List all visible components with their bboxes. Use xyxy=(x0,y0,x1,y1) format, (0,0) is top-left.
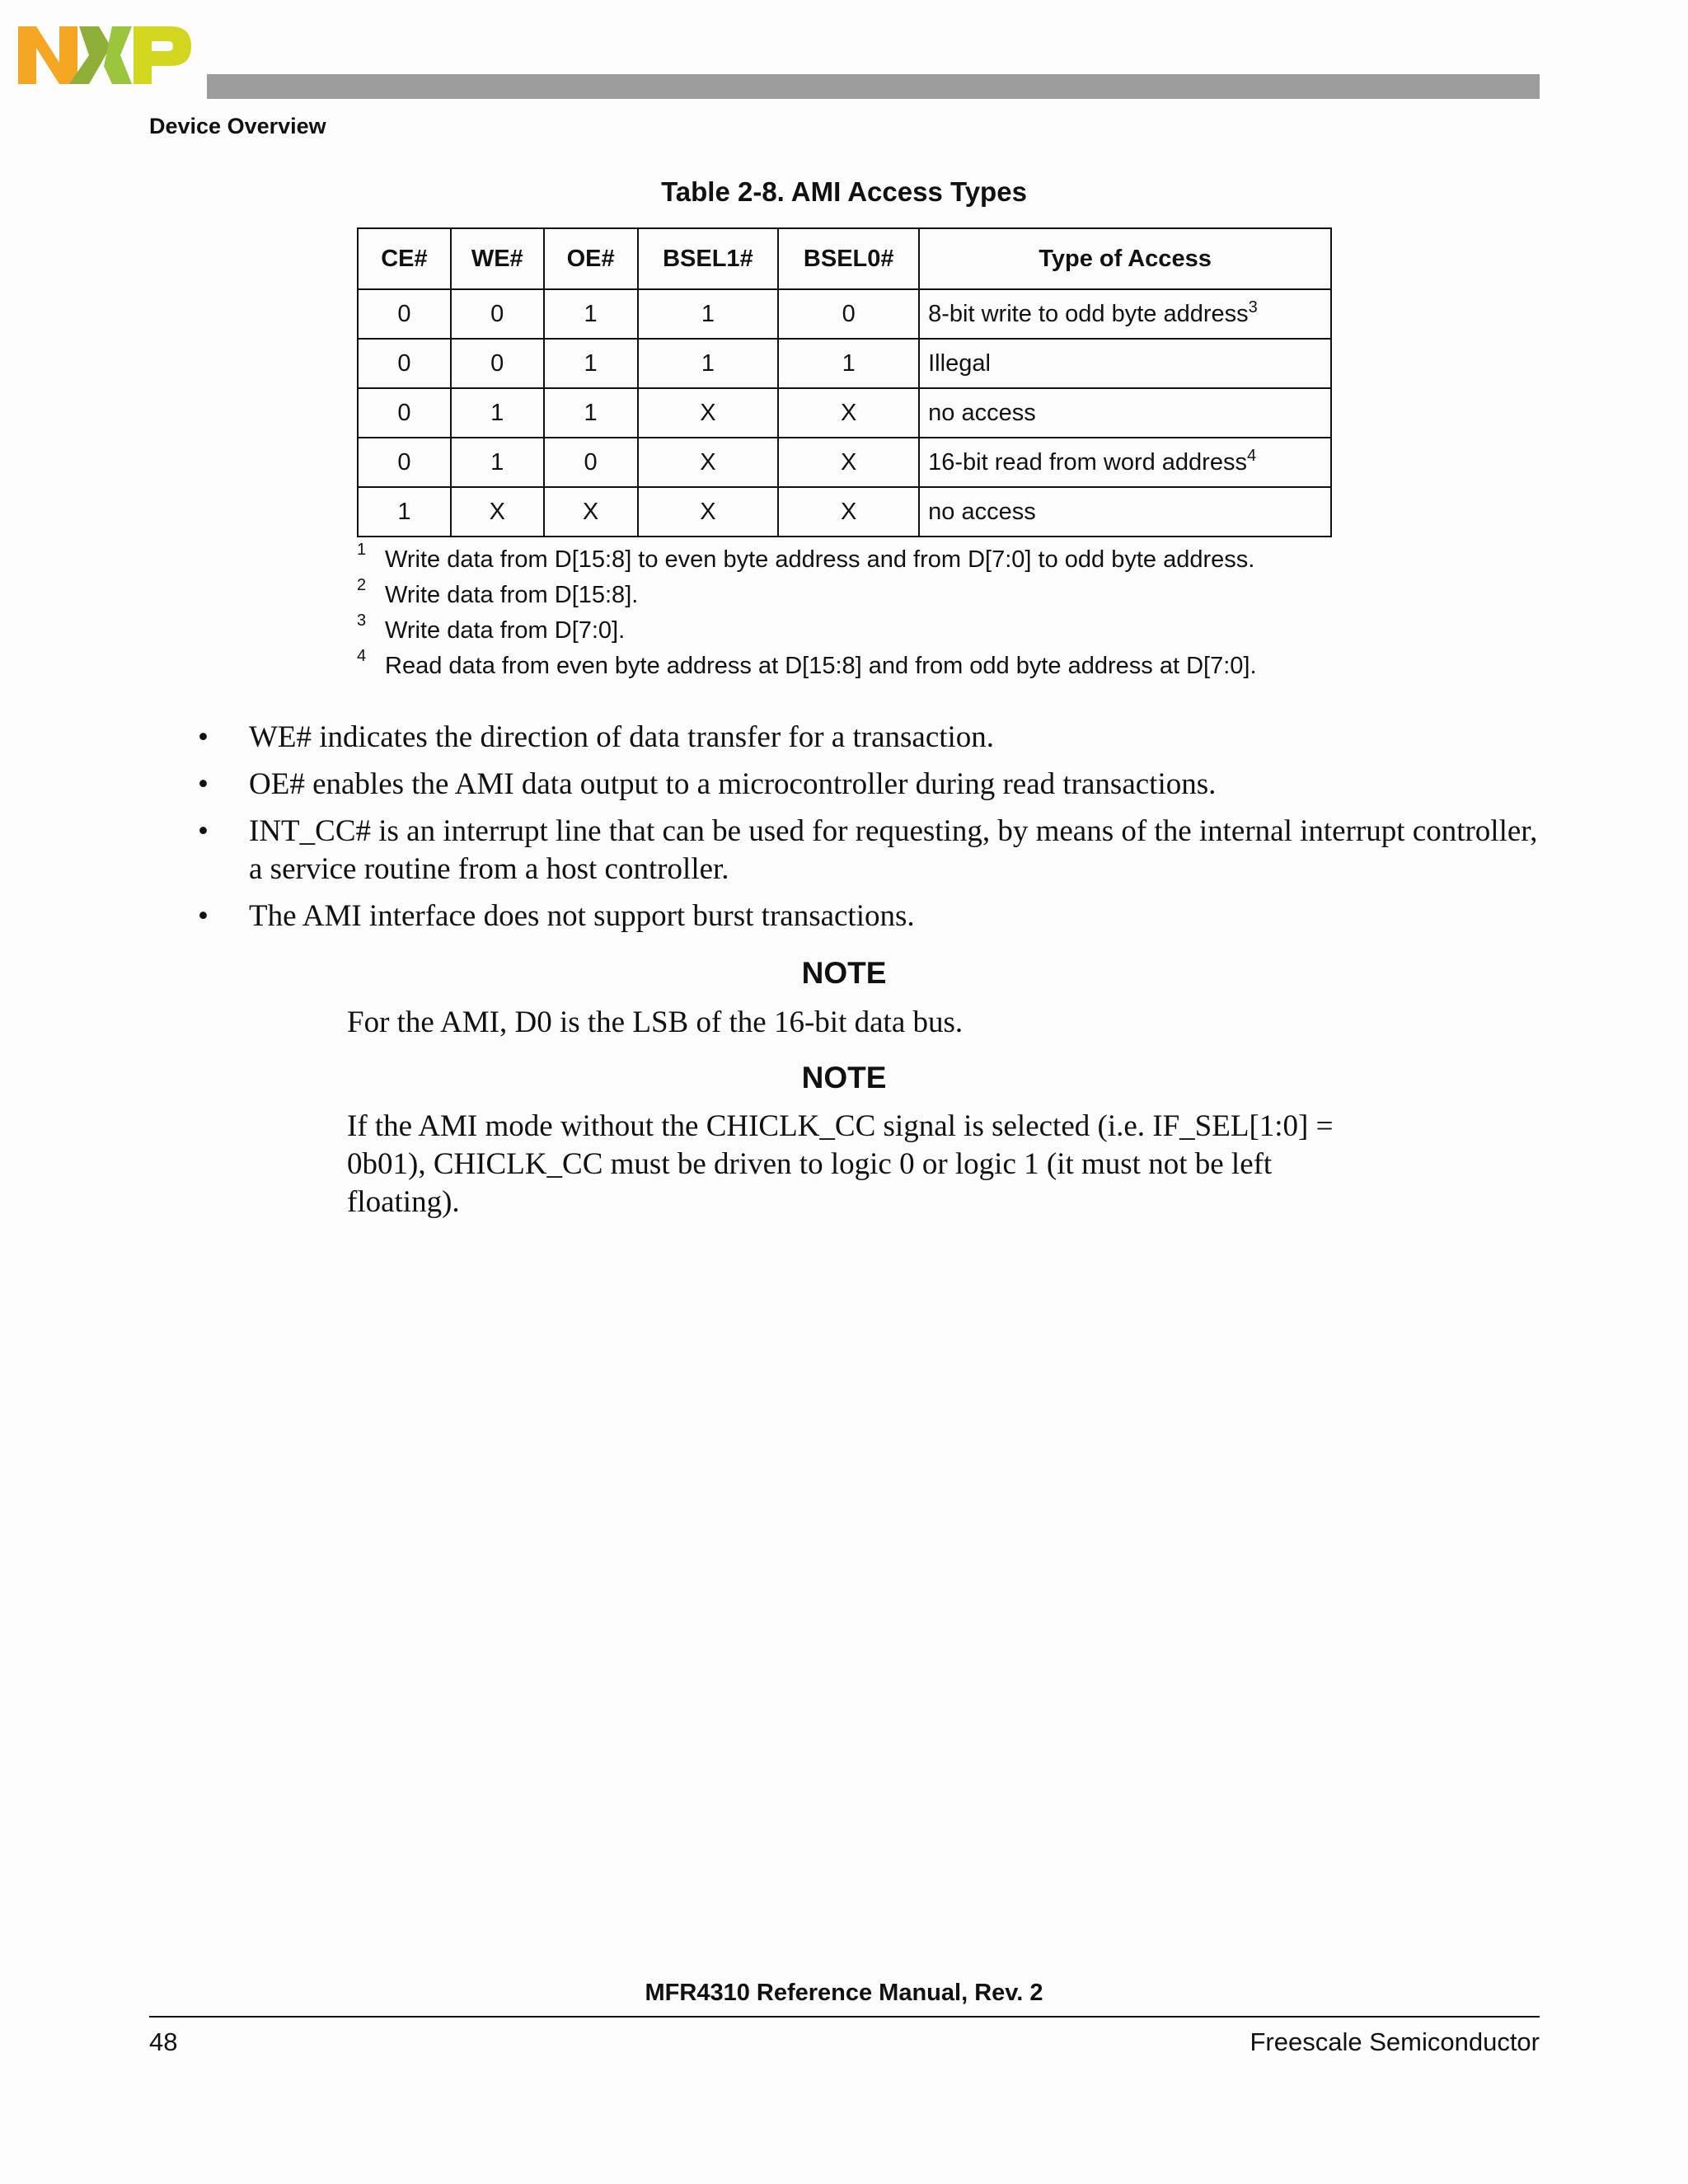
cell-ce: 0 xyxy=(358,289,451,339)
type-text: 8-bit write to odd byte address xyxy=(928,300,1249,327)
table-row xyxy=(358,388,1331,438)
footer-title: MFR4310 Reference Manual, Rev. 2 xyxy=(645,1980,1043,2006)
table-caption: Table 2-8. AMI Access Types xyxy=(661,176,1027,207)
page-number: 48 xyxy=(149,2027,178,2056)
table-row xyxy=(358,438,1331,487)
cell-ce: 1 xyxy=(358,487,451,537)
footnote-number: 3 xyxy=(357,612,367,630)
cell-type xyxy=(919,339,1331,388)
cell-bsel0: X xyxy=(778,487,919,537)
company-name: Freescale Semiconductor xyxy=(1250,2027,1540,2056)
cell-bsel1: 1 xyxy=(638,339,779,388)
table-row xyxy=(358,339,1331,388)
bullet-text: The AMI interface does not support burst transactions. xyxy=(249,899,915,933)
cell-bsel1: X xyxy=(638,487,779,537)
footnote xyxy=(357,540,1257,575)
logo-x-right-shape xyxy=(104,26,132,84)
cell-type xyxy=(919,289,1331,339)
header-ce: CE# xyxy=(358,228,451,289)
table-footnotes xyxy=(357,540,1257,682)
cell-ce: 0 xyxy=(358,438,451,487)
cell-we: X xyxy=(451,487,544,537)
header-bsel0: BSEL0# xyxy=(778,228,919,289)
footnote xyxy=(357,575,1257,611)
table-row xyxy=(358,289,1331,339)
cell-ce: 0 xyxy=(358,388,451,438)
cell-oe: 1 xyxy=(544,339,638,388)
bullet-mark: • xyxy=(198,720,209,754)
footer-divider xyxy=(149,2016,1540,2018)
access-types-table xyxy=(357,227,1332,537)
section-title: Device Overview xyxy=(149,114,326,138)
bullet-mark: • xyxy=(198,767,209,801)
type-text: Illegal xyxy=(928,349,991,377)
bullet-text: INT_CC# is an interrupt line that can be used for requesting, by means of the internal interrupt controller, a service routine from a host controller. xyxy=(249,814,1538,886)
bullet-list xyxy=(198,719,1550,944)
header-oe: OE# xyxy=(544,228,638,289)
list-item xyxy=(198,813,1550,888)
cell-oe: 1 xyxy=(544,388,638,438)
cell-bsel1: 1 xyxy=(638,289,779,339)
table-row xyxy=(358,487,1331,537)
footnote-number: 1 xyxy=(357,541,367,559)
footnote-ref: 4 xyxy=(1246,446,1257,465)
note-heading: NOTE xyxy=(801,956,887,990)
footnote-text: Write data from D[15:8]. xyxy=(385,582,639,608)
type-text: no access xyxy=(928,498,1036,525)
header-bar xyxy=(207,74,1540,99)
footnote-text: Write data from D[15:8] to even byte address and from D[7:0] to odd byte address. xyxy=(385,546,1255,573)
bullet-text: WE# indicates the direction of data transfer for a transaction. xyxy=(249,720,995,754)
note-text: For the AMI, D0 is the LSB of the 16-bit data bus. xyxy=(347,1005,964,1039)
table-header-row xyxy=(358,228,1331,289)
bullet-mark: • xyxy=(198,899,209,933)
list-item xyxy=(198,898,1550,935)
list-item xyxy=(198,719,1550,757)
header-bsel1: BSEL1# xyxy=(638,228,779,289)
cell-oe: 0 xyxy=(544,438,638,487)
footnote xyxy=(357,646,1257,682)
header-type-of-access: Type of Access xyxy=(919,228,1331,289)
cell-bsel0: 1 xyxy=(778,339,919,388)
cell-bsel0: X xyxy=(778,388,919,438)
footnote-text: Write data from D[7:0]. xyxy=(385,617,626,644)
nxp-logo xyxy=(18,21,191,87)
cell-oe: 1 xyxy=(544,289,638,339)
footnote-number: 2 xyxy=(357,576,367,594)
note-heading: NOTE xyxy=(801,1061,887,1094)
type-text: no access xyxy=(928,399,1036,426)
cell-bsel1: X xyxy=(638,438,779,487)
bullet-mark: • xyxy=(198,814,209,848)
bullet-text: OE# enables the AMI data output to a microcontroller during read transactions. xyxy=(249,767,1217,801)
type-text: 16-bit read from word address xyxy=(928,448,1247,476)
footnote-number: 4 xyxy=(357,647,367,665)
cell-bsel0: 0 xyxy=(778,289,919,339)
cell-bsel0: X xyxy=(778,438,919,487)
footnote-text: Read data from even byte address at D[15:8] and from odd byte address at D[7:0]. xyxy=(385,653,1257,679)
cell-oe: X xyxy=(544,487,638,537)
cell-we: 1 xyxy=(451,388,544,438)
footnote-ref: 3 xyxy=(1248,298,1258,316)
header-we: WE# xyxy=(451,228,544,289)
cell-we: 1 xyxy=(451,438,544,487)
list-item xyxy=(198,766,1550,804)
cell-type xyxy=(919,487,1331,537)
cell-we: 0 xyxy=(451,289,544,339)
logo-n-shape xyxy=(18,26,77,84)
cell-we: 0 xyxy=(451,339,544,388)
note-text: If the AMI mode without the CHICLK_CC signal is selected (i.e. IF_SEL[1:0] = 0b01), CHICLK_CC must be driven to logic 0 or logic 1 (it must not be left floating). xyxy=(347,1109,1334,1219)
cell-type xyxy=(919,438,1331,487)
footnote xyxy=(357,611,1257,646)
cell-bsel1: X xyxy=(638,388,779,438)
logo-p-shape xyxy=(134,26,191,84)
cell-ce: 0 xyxy=(358,339,451,388)
cell-type xyxy=(919,388,1331,438)
